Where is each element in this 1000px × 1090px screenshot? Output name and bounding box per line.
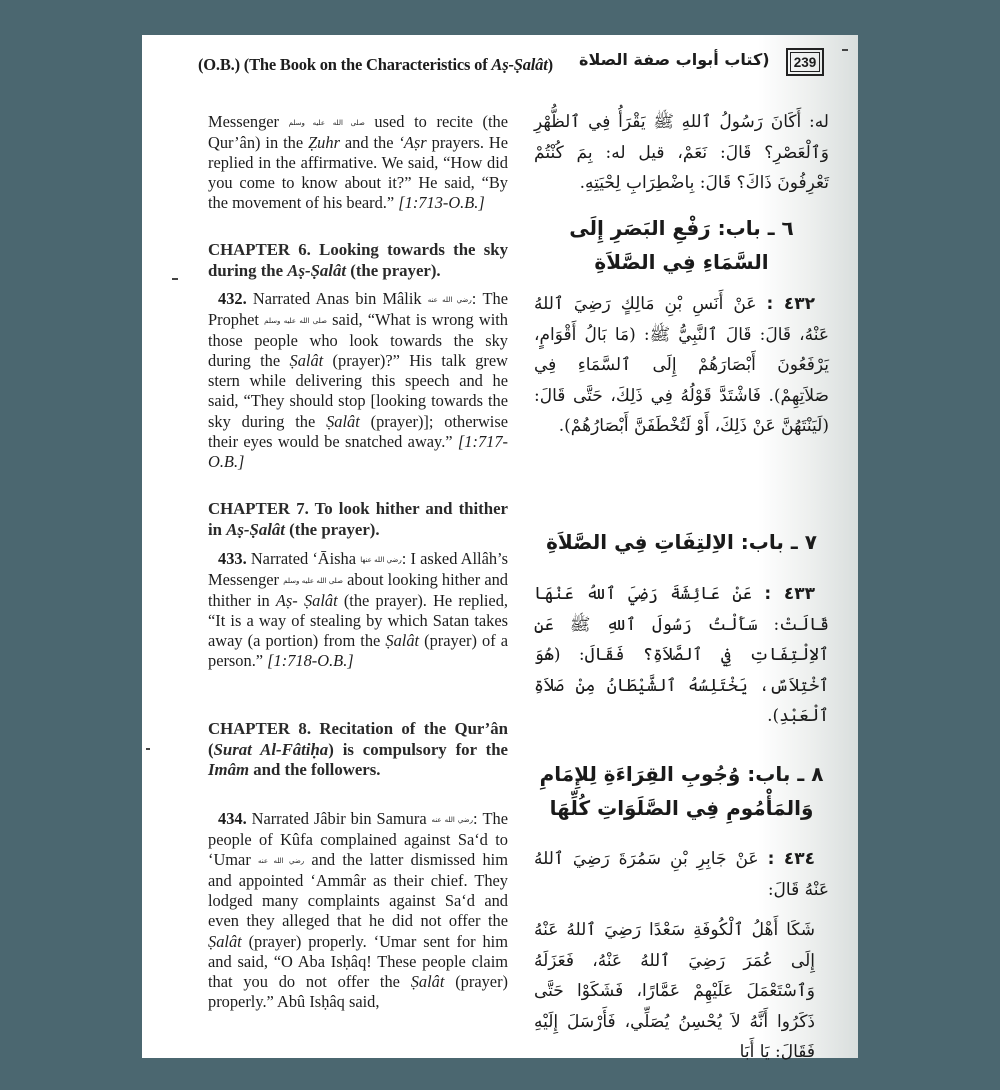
arabic-text: عَنْ عَائِشَةَ رَضِيَ ٱللهُ عَنْهَا قَالَتْ: سَأَلْتُ رَسُولَ ٱللهِ ﷺ عَنِ ٱلاِلْتِفَاتِ فِي ٱلصَّلاَةِ؟ فَقَالَ: (هُوَ ٱخْتِلاَسٌ، يَخْتَلِسُهُ ٱلشَّيْطَانُ مِنْ صَلاَةِ ٱلْعَبْدِ).: [534, 584, 829, 726]
title-text: (O.B.) (The Book on the Characteristics of: [198, 55, 492, 74]
chapter-8-heading: [208, 719, 508, 781]
honorific: رضي الله عنه: [427, 296, 472, 304]
text: (the prayer).: [284, 519, 380, 539]
term: Imâm: [208, 760, 250, 779]
title-suffix: ): [547, 55, 553, 74]
chapter-7-heading: [208, 499, 508, 540]
honorific: صلى الله عليه وسلم: [288, 119, 365, 127]
honorific: رضي الله عنه: [258, 857, 305, 866]
scan-mark: [146, 748, 150, 750]
text: Narrated ‘Āisha: [246, 549, 361, 568]
running-header: [142, 35, 858, 95]
hadith-number: 434.: [218, 809, 247, 828]
hadith-number: 433.: [218, 549, 247, 568]
term: Ṣalât: [289, 351, 324, 371]
scan-mark: [172, 278, 178, 280]
arabic-bab-6: ٦ ـ باب: رَفْعِ البَصَرِ إِلَى السَّمَاءِ فِي الصَّلاَةِ: [569, 216, 794, 274]
text: : The Prophet: [208, 289, 508, 330]
arabic-intro: له: أَكَانَ رَسُولُ ٱللهِ ﷺ يَقْرَأُ فِي ٱلظُّهْرِ وَٱلْعَصْرِ؟ قَالَ: نَعَمْ، قيل له: بِمَ كُنْتُمْ تَعْرِفُونَ ذَاكَ؟ قَالَ: بِاضْطِرَابِ لِحْيَتِهِ.: [534, 112, 829, 193]
term: Ṣalât: [208, 931, 242, 951]
scan-mark: [842, 49, 848, 51]
text: (the prayer). He replied, “It is a way of stealing by which Satan takes away (a portion) from the: [208, 591, 508, 651]
text: (the prayer).: [346, 260, 441, 280]
hadith-432: [208, 289, 508, 472]
text: said, “What is wrong with those people who look towards the sky during the: [208, 310, 508, 371]
text: and the followers.: [249, 760, 381, 779]
reference: [1:717-O.B.]: [208, 431, 508, 471]
arabic-running-title: (كتاب أبواب صفة الصلاة: [579, 50, 770, 69]
chapter-6-heading: [208, 240, 508, 281]
arabic-text: شَكَا أَهْلُ ٱلْكُوفَةِ سَعْدًا رَضِيَ ٱللهُ عَنْهُ إِلَى عُمَرَ رَضِيَ ٱللهُ عَنْهُ، فَعَزَلَهُ وَٱسْتَعْمَلَ عَلَيْهِمْ عَمَّارًا، فَشَكَوْا حَتَّى ذَكَرُوا أَنَّهُ لاَ يُحْسِنُ يُصَلِّي، فَأَرْسَلَ إِلَيْهِ فَقَالَ: يَا أَبَا: [534, 920, 815, 1062]
term: Aṣ-Ṣalât: [226, 519, 285, 539]
hadith-434: [208, 809, 508, 1012]
english-running-title: [198, 55, 553, 75]
arabic-text: عَنْ جَابِرِ بْنِ سَمُرَةَ رَضِيَ ٱللهُ عَنْهُ قَالَ:: [534, 849, 829, 900]
honorific: رضي الله عنها: [360, 556, 402, 564]
intro-paragraph: [208, 112, 508, 213]
text: about looking hither and thither in: [208, 570, 509, 611]
term: Ṣalât: [326, 411, 360, 431]
term: Ṣalât: [410, 971, 445, 991]
term: Aṣ- Ṣalât: [275, 591, 338, 611]
hadith-number: ٤٣٣ :: [764, 584, 815, 604]
term: Aṣ-Ṣalât: [287, 260, 347, 280]
title-italic: Aṣ-Ṣalât: [491, 55, 548, 74]
text: (prayer)]; otherwise their eyes would be snatched away.”: [208, 411, 508, 451]
text: (prayer) properly. ‘Umar sent for him and said, “O Aba Isḥâq! These people claim that you do not offer the: [208, 931, 508, 991]
text: CHAPTER 7. To look hither and thither in: [208, 499, 508, 539]
arabic-bab-7: ٧ ـ باب: الاِلتِفَاتِ فِي الصَّلاَةِ: [546, 530, 817, 554]
arabic-bab-8: ٨ ـ باب: وُجُوبِ القِرَاءَةِ لِلإِمَامِ وَالمَأْمُومِ فِي الصَّلَوَاتِ كُلِّهَا: [539, 762, 824, 820]
text: used to recite (the Qur’ân) in the: [208, 112, 509, 153]
text: and the: [339, 133, 399, 153]
hadith-number: ٤٣٢ :: [766, 294, 816, 314]
honorific: رضي الله عنه: [431, 816, 474, 824]
text: prayers. He replied in the affirmative. We said, “How did you come to know about it?” He said, “By the movement of his beard.”: [208, 133, 508, 213]
text: (prayer) properly.” Abû Isḥâq said,: [208, 971, 508, 1011]
term: ‘Aṣr: [398, 133, 427, 153]
text: ) is compulsory for the: [328, 739, 508, 759]
text: Narrated Anas bin Mâlik: [246, 289, 428, 308]
honorific: صلى الله عليه وسلم: [283, 577, 343, 586]
text: CHAPTER 6. Looking towards the sky during the: [208, 240, 508, 280]
text: CHAPTER 8. Recitation of the Qur’ân (: [208, 719, 508, 759]
honorific: صلى الله عليه وسلم: [264, 317, 327, 326]
text: (prayer)?” His talk grew stern while delivering this speech and he said, “They should stop [looking towards the sky during the: [208, 351, 508, 431]
reference: [1:713-O.B.]: [398, 193, 485, 213]
arabic-text: عَنْ أَنَسِ بْنِ مَالِكٍ رَضِيَ ٱللهُ عَنْهُ، قَالَ: قَالَ ٱلنَّبِيُّ ﷺ: (مَا بَالُ أَقْوَامٍ، يَرْفَعُونَ أَبْصَارَهُمْ إِلَى ٱلسَّمَاءِ فِي صَلاَتِهِمْ). فَاشْتَدَّ قَوْلُهُ فِي ذَلِكَ، حَتَّى قَالَ: (لَيَنْتَهُنَّ عَنْ ذَلِكَ، أَوْ لَتُخْطَفَنَّ أَبْصَارُهُمْ).: [534, 294, 829, 436]
hadith-number: ٤٣٤ :: [767, 849, 816, 869]
arabic-hadith-432: [534, 289, 829, 442]
text: Messenger: [208, 112, 289, 131]
page-number: 239: [790, 52, 820, 72]
term: Ṣalât: [385, 631, 420, 651]
arabic-hadith-434: [534, 844, 829, 1068]
text: : The people of Kûfa complained against Sa‘d to ‘Umar: [208, 809, 508, 870]
text: : I asked Allâh’s Messenger: [208, 549, 508, 590]
page-number-box: [786, 48, 824, 76]
arabic-hadith-433: [534, 579, 829, 732]
term: Surat Al-Fâtiḥa: [213, 739, 329, 759]
book-page: [142, 35, 858, 1062]
text: and the latter dismissed him and appointed ‘Ammâr as their chief. They lodged many complaints against Sa‘d and even they alleged that he did not offer the: [208, 850, 508, 931]
reference: [1:718-O.B.]: [267, 651, 354, 671]
hadith-433: [208, 549, 508, 672]
hadith-number: 432.: [218, 289, 247, 308]
text: Narrated Jâbir bin Samura: [246, 809, 432, 828]
text: (prayer) of a person.”: [208, 631, 508, 671]
term: Ẓuhr: [308, 133, 340, 153]
